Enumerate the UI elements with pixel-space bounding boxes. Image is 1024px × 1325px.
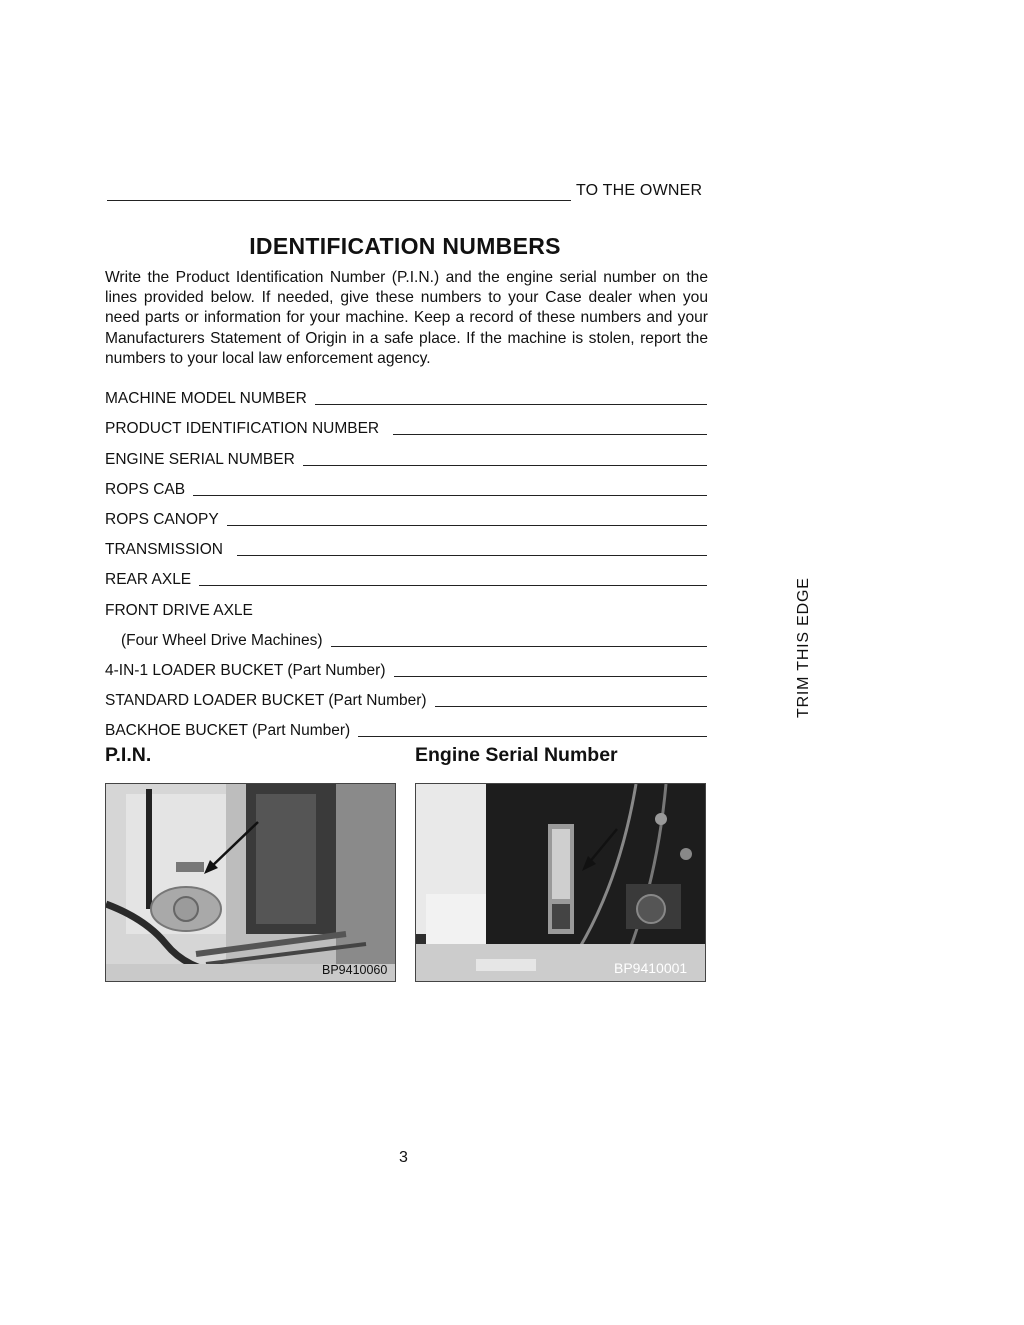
section-header: TO THE OWNER — [576, 182, 703, 199]
field-label: ROPS CANOPY — [105, 510, 219, 528]
photo-code: BP9410060 — [322, 963, 388, 977]
page-title: IDENTIFICATION NUMBERS — [249, 233, 561, 259]
field-backhoe-bucket — [105, 710, 707, 740]
field-transmission — [105, 529, 707, 559]
trim-edge-label: TRIM THIS EDGE — [795, 577, 812, 718]
page-number: 3 — [399, 1149, 408, 1166]
field-label: TRANSMISSION — [105, 541, 223, 559]
engine-serial-heading: Engine Serial Number — [415, 744, 618, 766]
field-label: MACHINE MODEL NUMBER — [105, 390, 307, 408]
field-label: ENGINE SERIAL NUMBER — [105, 450, 295, 468]
write-in-line — [435, 706, 707, 707]
field-label: PRODUCT IDENTIFICATION NUMBER — [105, 420, 380, 438]
write-in-line — [331, 646, 707, 647]
engine-photo-image — [416, 784, 706, 982]
field-label: (Four Wheel Drive Machines) — [121, 631, 323, 649]
write-in-line — [393, 434, 707, 435]
field-engine-serial-number — [105, 438, 707, 468]
write-in-line — [193, 495, 707, 496]
field-label: BACKHOE BUCKET (Part Number) — [105, 722, 351, 740]
field-label: ROPS CAB — [105, 480, 186, 498]
field-label: FRONT DRIVE AXLE — [105, 601, 253, 619]
write-in-line — [237, 555, 707, 556]
field-machine-model-number — [105, 378, 707, 408]
field-front-drive-axle — [105, 589, 707, 619]
pin-heading: P.I.N. — [105, 744, 152, 766]
intro-paragraph: Write the Product Identification Number (P.I.N.) and the engine serial number on the lines provided below. If needed, give these numbers to your Case dealer when you need parts or information for your machine. Keep a record of these numbers and your Manufacturers Statement of Origin in a safe place. If the machine is stolen, report the numbers to your local law enforcement agency. — [105, 269, 708, 367]
field-rops-canopy — [105, 499, 707, 529]
write-in-line — [315, 404, 707, 405]
header-rule — [107, 200, 571, 201]
pin-photo — [105, 783, 396, 982]
field-standard-loader-bucket — [105, 680, 707, 710]
field-4-in-1-loader-bucket — [105, 650, 707, 680]
field-rops-cab — [105, 469, 707, 499]
field-product-identification-number — [105, 408, 707, 438]
write-in-line — [394, 676, 708, 677]
engine-serial-photo — [415, 783, 706, 982]
photo-code: BP9410001 — [614, 960, 688, 976]
field-label: STANDARD LOADER BUCKET (Part Number) — [105, 692, 427, 710]
field-label: REAR AXLE — [105, 571, 192, 589]
write-in-line — [199, 585, 707, 586]
field-rear-axle — [105, 559, 707, 589]
pin-photo-image — [106, 784, 396, 982]
id-fields-form — [105, 378, 707, 740]
field-four-wheel-drive — [105, 620, 707, 650]
write-in-line — [358, 736, 707, 737]
field-label: 4-IN-1 LOADER BUCKET (Part Number) — [105, 661, 386, 679]
write-in-line — [303, 465, 707, 466]
write-in-line — [227, 525, 707, 526]
